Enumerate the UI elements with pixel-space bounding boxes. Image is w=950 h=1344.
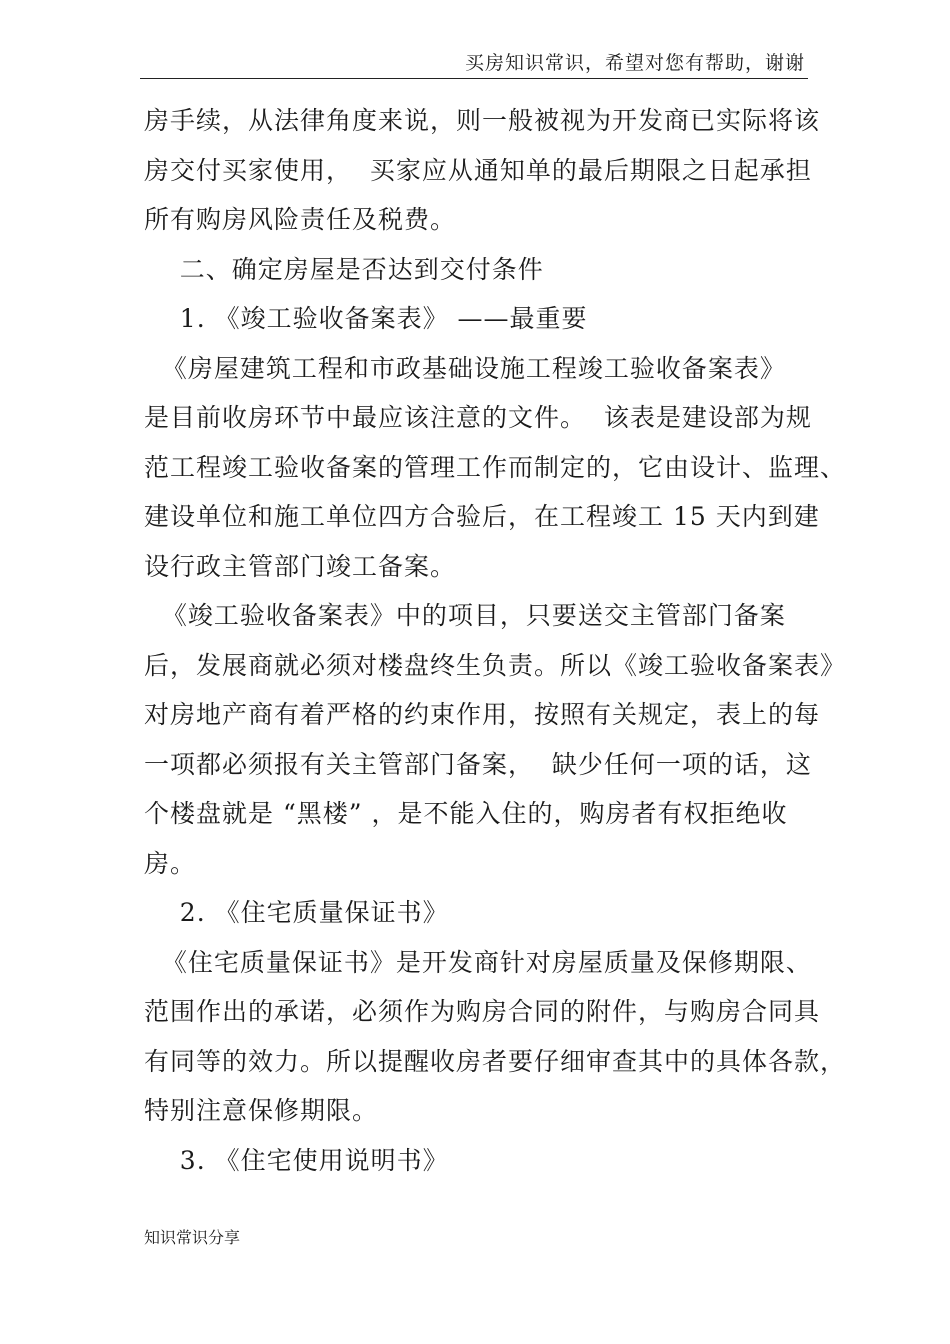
section-heading: 二、确定房屋是否达到交付条件 (144, 254, 544, 284)
text-line: 后，发展商就必须对楼盘终生负责。所以《竣工验收备案表》 (144, 650, 847, 680)
text-line: 个楼盘就是 “黑楼” ，是不能入住的，购房者有权拒绝收 (144, 799, 788, 828)
item-heading: 3. 《住宅使用说明书》 (144, 1145, 449, 1175)
text-line: 设行政主管部门竣工备案。 (144, 551, 457, 581)
header-divider (140, 78, 808, 79)
text-line: 《住宅质量保证书》是开发商针对房屋质量及保修期限、 (144, 947, 812, 977)
text-line: 特别注意保修期限。 (144, 1096, 379, 1125)
text-line: 对房地产商有着严格的约束作用，按照有关规定，表上的每 (144, 700, 821, 729)
text-line: 范围作出的承诺，必须作为购房合同的附件，与购房合同具 (144, 997, 821, 1026)
text-line: 房手续，从法律角度来说，则一般被视为开发商已实际将该 (144, 106, 821, 135)
document-body (144, 96, 847, 1185)
item-heading: 2. 《住宅质量保证书》 (144, 898, 449, 927)
text-line: 有同等的效力。所以提醒收房者要仔细审查其中的具体各款， (144, 1046, 847, 1076)
text-line: 所有购房风险责任及税费。 (144, 205, 457, 234)
text-line: 范工程竣工验收备案的管理工作而制定的，它由设计、监理、 (144, 452, 847, 482)
text-line: 一项都必须报有关主管部门备案， 缺少任何一项的话，这 (144, 749, 812, 779)
text-line: 房交付买家使用， 买家应从通知单的最后期限之日起承担 (144, 155, 812, 185)
page-footer: 知识常识分享 (144, 1228, 241, 1247)
text-line: 《竣工验收备案表》中的项目，只要送交主管部门备案 (144, 601, 786, 630)
text-line: 《房屋建筑工程和市政基础设施工程竣工验收备案表》 (144, 353, 786, 383)
running-header: 买房知识常识，希望对您有帮助，谢谢 (464, 52, 805, 74)
item-heading: 1. 《竣工验收备案表》 ——最重要 (144, 304, 588, 333)
text-line: 是目前收房环节中最应该注意的文件。 该表是建设部为规 (144, 403, 812, 432)
text-line: 建设单位和施工单位四方合验后，在工程竣工 15 天内到建 (144, 502, 820, 531)
text-line: 房。 (144, 848, 197, 878)
